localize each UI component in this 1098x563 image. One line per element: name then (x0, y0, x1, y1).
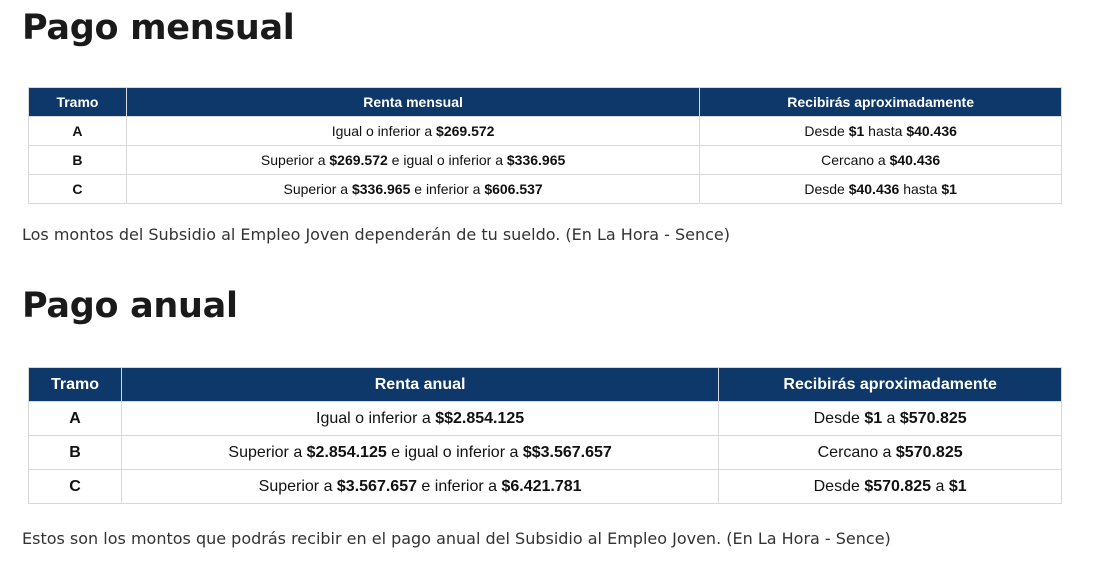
amount-value: $336.965 (506, 152, 566, 168)
table-row (29, 117, 1062, 146)
cell-text: Desde (813, 477, 865, 495)
recibe-cell (700, 175, 1062, 204)
amount-value: $336.965 (351, 181, 411, 197)
recibe-cell (719, 470, 1062, 504)
renta-cell (126, 146, 699, 175)
section-title-annual: Pago anual (22, 286, 238, 326)
annual-table-caption: Estos son los montos que podrás recibir en el pago anual del Subsidio al Empleo Joven. (En La Hora - Sence) (22, 529, 891, 548)
cell-text: hasta (864, 123, 907, 139)
renta-cell (126, 175, 699, 204)
table-header-row (29, 368, 1062, 402)
table-row (29, 470, 1062, 504)
monthly-payment-table (28, 87, 1062, 204)
cell-text: Superior a (258, 477, 337, 495)
column-header-tramo: Tramo (29, 88, 127, 117)
amount-value: $1 (941, 181, 957, 197)
amount-value: $269.572 (329, 152, 388, 168)
cell-text: a (882, 409, 900, 427)
table-row (29, 175, 1062, 204)
renta-cell (126, 117, 699, 146)
renta-cell (121, 402, 718, 436)
cell-text: Superior a (228, 443, 307, 461)
amount-value: $3.567.657 (336, 477, 417, 495)
tramo-cell: C (29, 470, 122, 504)
amount-value: $40.436 (848, 181, 900, 197)
cell-text: a (931, 477, 949, 495)
amount-value: $$2.854.125 (435, 409, 525, 427)
cell-text: Desde (813, 409, 865, 427)
annual-payment-table (28, 367, 1062, 504)
table-row (29, 436, 1062, 470)
amount-value: $570.825 (899, 409, 967, 427)
amount-value: $1 (864, 409, 883, 427)
column-header-recibiras: Recibirás aproximadamente (719, 368, 1062, 402)
recibe-cell (700, 146, 1062, 175)
amount-value: $570.825 (895, 443, 963, 461)
recibe-cell (719, 436, 1062, 470)
table-row (29, 146, 1062, 175)
cell-text: Cercano a (821, 152, 890, 168)
amount-value: $606.537 (484, 181, 543, 197)
renta-cell (121, 436, 718, 470)
cell-text: Desde (804, 123, 849, 139)
recibe-cell (719, 402, 1062, 436)
amount-value: $40.436 (906, 123, 957, 139)
column-header-tramo: Tramo (29, 368, 122, 402)
tramo-cell: A (29, 117, 127, 146)
amount-value: $2.854.125 (306, 443, 387, 461)
tramo-cell: A (29, 402, 122, 436)
cell-text: Igual o inferior a (316, 409, 436, 427)
cell-text: Desde (804, 181, 849, 197)
tramo-cell: B (29, 146, 127, 175)
amount-value: $$3.567.657 (522, 443, 612, 461)
column-header-recibiras: Recibirás aproximadamente (700, 88, 1062, 117)
column-header-renta: Renta mensual (126, 88, 699, 117)
amount-value: $269.572 (436, 123, 495, 139)
cell-text: Superior a (283, 181, 352, 197)
tramo-cell: C (29, 175, 127, 204)
column-header-renta: Renta anual (121, 368, 718, 402)
cell-text: e inferior a (410, 181, 485, 197)
amount-value: $6.421.781 (501, 477, 582, 495)
cell-text: e inferior a (416, 477, 502, 495)
cell-text: Igual o inferior a (331, 123, 437, 139)
amount-value: $1 (848, 123, 865, 139)
cell-text: e igual o inferior a (387, 152, 507, 168)
renta-cell (121, 470, 718, 504)
table-row (29, 402, 1062, 436)
cell-text: e igual o inferior a (386, 443, 523, 461)
section-title-monthly: Pago mensual (22, 8, 295, 48)
table-header-row (29, 88, 1062, 117)
cell-text: Superior a (260, 152, 330, 168)
cell-text: hasta (899, 181, 942, 197)
recibe-cell (700, 117, 1062, 146)
amount-value: $40.436 (889, 152, 941, 168)
tramo-cell: B (29, 436, 122, 470)
cell-text: Cercano a (817, 443, 896, 461)
monthly-table-caption: Los montos del Subsidio al Empleo Joven dependerán de tu sueldo. (En La Hora - Sence) (22, 225, 730, 244)
amount-value: $570.825 (864, 477, 932, 495)
amount-value: $1 (948, 477, 967, 495)
